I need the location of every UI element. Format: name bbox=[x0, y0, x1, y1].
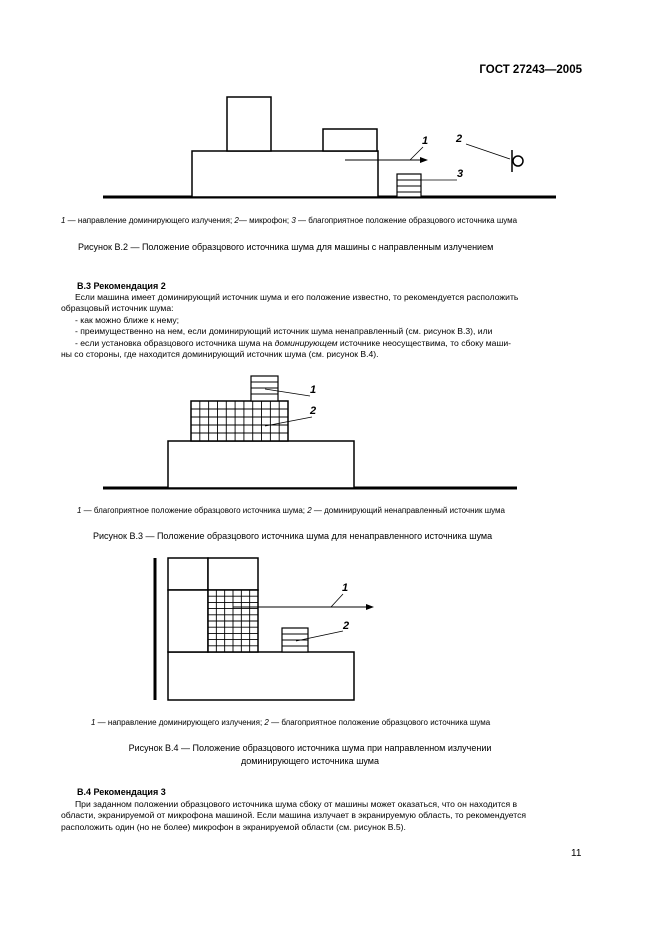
figure-b4-caption bbox=[0, 742, 620, 768]
dominant-source-grid bbox=[208, 590, 258, 652]
figure-b3-legend: 1 — благоприятное положение образцового источника шума; 2 — доминирующий ненаправленный источник шума bbox=[77, 506, 505, 515]
label-2: 2 bbox=[310, 405, 317, 417]
document-id: ГОСТ 27243—2005 bbox=[479, 64, 582, 76]
section-b4-body: При заданном положении образцового источника шума сбоку от машины может оказаться, что он находится в области, экранируемой от микрофона машиной. Если машина излучает в экранируемую область, то рекомендуется расположить один (но не более) микрофон в экранируемой области (см. рисунок В.5). bbox=[61, 799, 527, 832]
cabinet-upper-left bbox=[168, 558, 208, 590]
leader-1 bbox=[331, 594, 343, 607]
label-1: 1 bbox=[342, 582, 349, 594]
figure-b2-caption: Рисунок В.2 — Положение образцового источника шума для машины с направленным излучением bbox=[78, 242, 494, 252]
dominant-source-grid bbox=[191, 401, 288, 441]
reference-source-b2 bbox=[397, 174, 421, 197]
machine-block-small bbox=[323, 129, 377, 151]
page-number: 11 bbox=[571, 848, 582, 859]
machine-body bbox=[168, 652, 354, 700]
leader-1 bbox=[265, 389, 310, 396]
label-2: 2 bbox=[456, 133, 463, 145]
leader-2 bbox=[265, 417, 312, 426]
machine-body bbox=[168, 441, 354, 488]
reference-source-b4 bbox=[282, 628, 308, 652]
figure-b4-caption-line2: доминирующего источника шума bbox=[240, 756, 380, 766]
section-b3-body: Если машина имеет доминирующий источник шума и его положение известно, то рекомендуется расположить образцовый источник шума: - как можно ближе к нему; - преимущественно на нем, если доминирующий источник шума ненаправленный (см. рисунок В.3), или - если установка образцового источника шума на доминирующем источнике неосуществима, то сбоку маши- ны со стороны, где находится доминирующий источник шума (см. рисунок В.4). bbox=[61, 292, 519, 360]
cabinet-upper-right bbox=[208, 558, 258, 590]
direction-arrowhead bbox=[420, 157, 428, 163]
leader-2 bbox=[466, 144, 510, 159]
microphone-icon bbox=[512, 150, 523, 172]
leader-1 bbox=[410, 147, 423, 160]
label-3: 3 bbox=[457, 168, 464, 180]
machine-body bbox=[192, 151, 378, 197]
figure-b4-legend: 1 — направление доминирующего излучения; 2 — благоприятное положение образцового источника шума bbox=[91, 718, 491, 727]
label-1: 1 bbox=[310, 384, 317, 396]
label-2: 2 bbox=[343, 620, 350, 632]
machine-block-tall bbox=[227, 97, 271, 151]
direction-arrowhead bbox=[366, 604, 374, 610]
figure-b4-caption-line1: Рисунок В.4 — Положение образцового источника шума при направленном излучении bbox=[128, 743, 492, 753]
section-b4-heading: В.4 Рекомендация 3 bbox=[77, 787, 166, 797]
section-b3-heading: В.3 Рекомендация 2 bbox=[77, 281, 166, 291]
reference-source-b3 bbox=[251, 376, 278, 401]
leader-2 bbox=[296, 631, 343, 641]
figure-b3-caption: Рисунок В.3 — Положение образцового источника шума для ненаправленного источника шума bbox=[93, 531, 493, 541]
figure-b2-legend: 1 — направление доминирующего излучения; 2— микрофон; 3 — благоприятное положение образцового источника шума bbox=[61, 216, 518, 225]
label-1: 1 bbox=[422, 135, 429, 147]
cabinet-lower-left bbox=[168, 590, 208, 652]
